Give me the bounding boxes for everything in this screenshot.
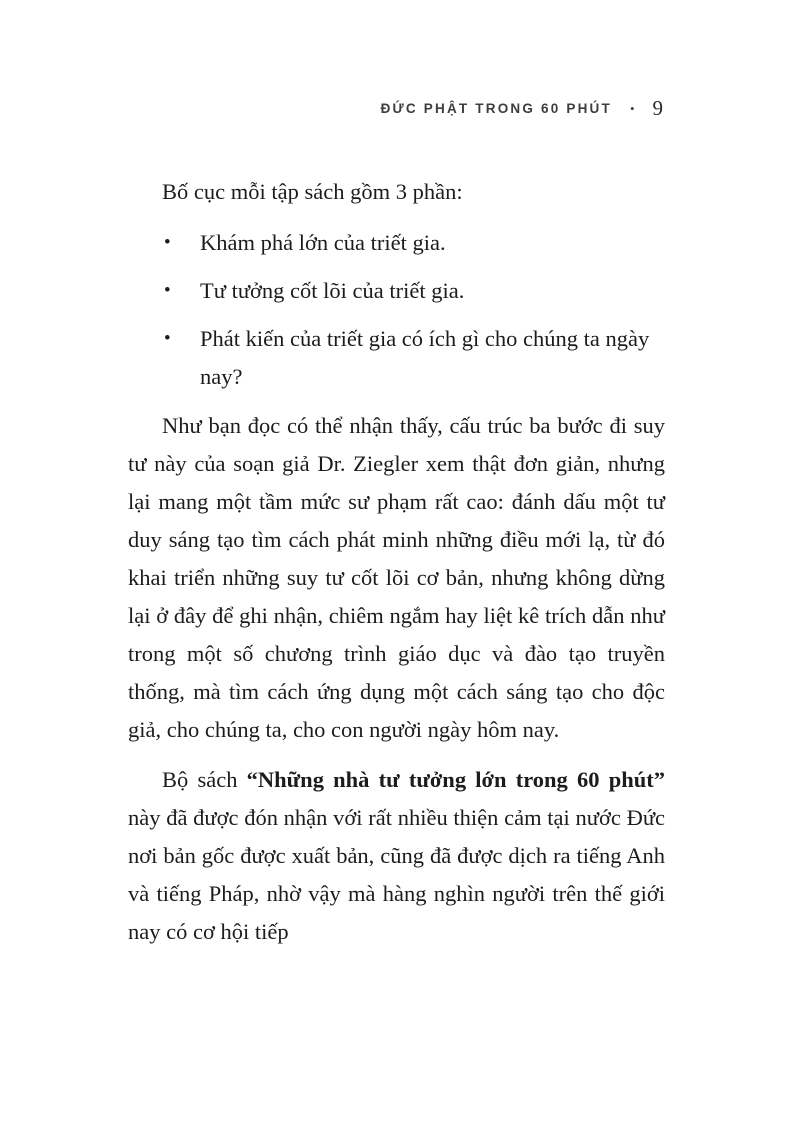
list-item-text: Khám phá lớn của triết gia. [200, 230, 446, 255]
running-header [128, 96, 665, 121]
bullet-icon: • [164, 232, 171, 253]
list-item-text: Phát kiến của triết gia có ích gì cho chúng ta ngày nay? [200, 326, 650, 389]
page-number: 9 [652, 96, 663, 120]
paragraph-text-segment: này đã được đón nhận với rất nhiều thiện cảm tại nước Đức nơi bản gốc được xuất bản, cũng đã được dịch ra tiếng Anh và tiếng Pháp, nhờ vậy mà hàng nghìn người trên thế giới nay có cơ hội tiếp [128, 805, 665, 944]
list-item-text: Tư tưởng cốt lõi của triết gia. [200, 278, 465, 303]
bullet-icon: • [164, 280, 171, 301]
book-series-title: “Những nhà tư tưởng lớn trong 60 phút” [246, 767, 666, 792]
page-body [128, 173, 665, 951]
paragraph [128, 407, 665, 749]
running-title: ĐỨC PHẬT TRONG 60 PHÚT [380, 101, 612, 116]
paragraph-text: Như bạn đọc có thể nhận thấy, cấu trúc ba bước đi suy tư này của soạn giả Dr. Ziegler xem thật đơn giản, nhưng lại mang một tầm mức sư phạm rất cao: đánh dấu một tư duy sáng tạo tìm cách phát minh những điều mới lạ, từ đó khai triển những suy tư cốt lõi cơ bản, nhưng không dừng lại ở đây để ghi nhận, chiêm ngắm hay liệt kê trích dẫn như trong một số chương trình giáo dục và đào tạo truyền thống, mà tìm cách ứng dụng một cách sáng tạo cho độc giả, cho chúng ta, cho con người ngày hôm nay. [128, 413, 665, 742]
header-separator-dot-icon: • [629, 101, 635, 116]
intro-line: Bố cục mỗi tập sách gồm 3 phần: [162, 179, 463, 204]
list-item [128, 224, 665, 262]
bullet-list [128, 224, 665, 396]
paragraph [128, 761, 665, 951]
paragraph-text-segment: Bộ sách [162, 767, 247, 792]
list-item [128, 320, 665, 396]
list-item [128, 272, 665, 310]
bullet-icon: • [164, 328, 171, 349]
